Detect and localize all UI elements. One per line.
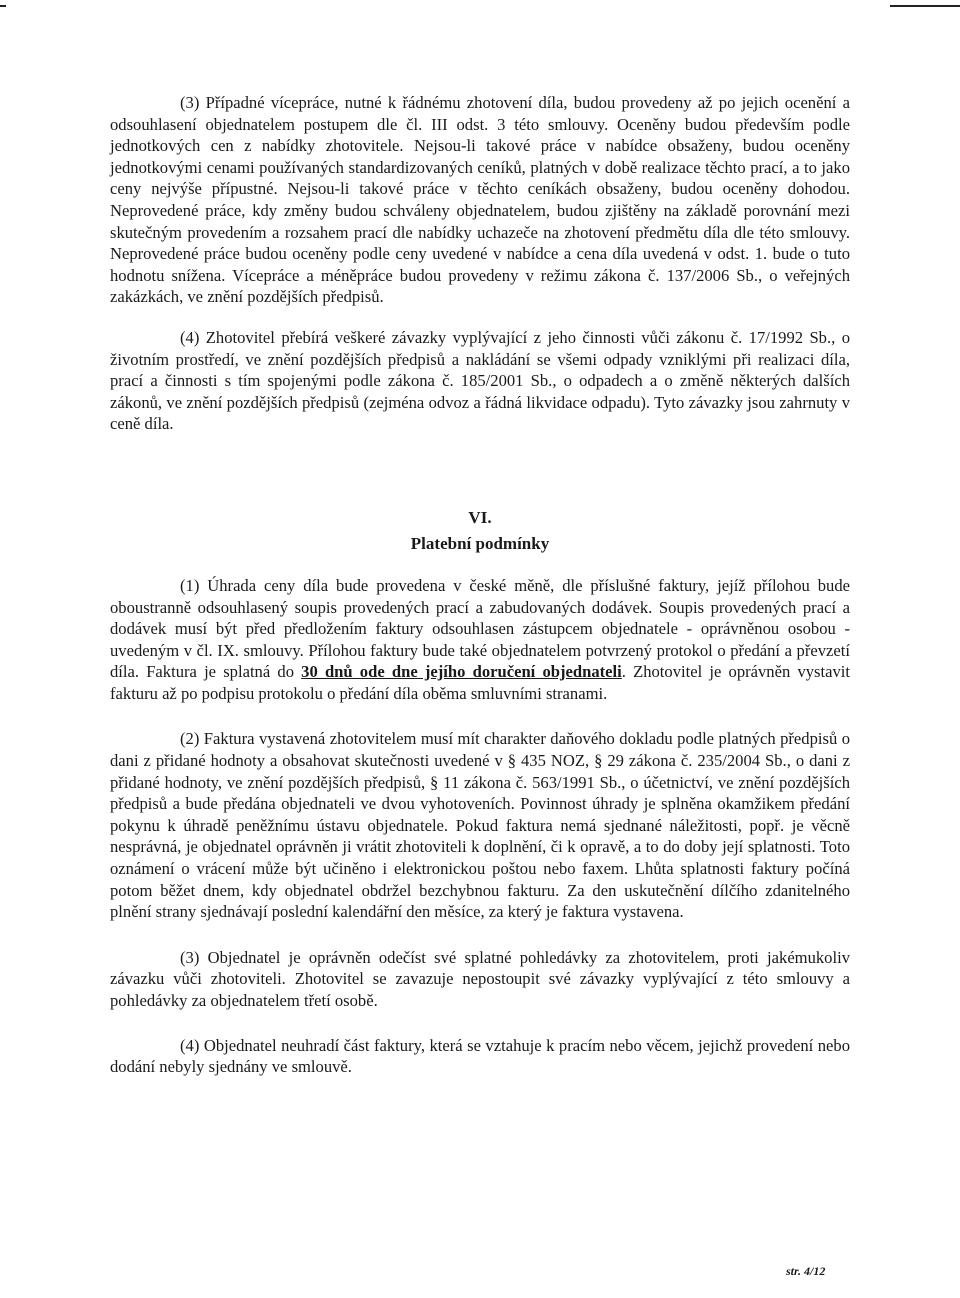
paragraph-vi-2-invoice: (2) Faktura vystavená zhotovitelem musí mít charakter daňového dokladu podle platných předpisů o dani z přidané hodnoty a obsahovat skutečnosti uvedené v § 435 NOZ, § 29 zákona č. 235/2004 Sb., o dani z přidané hodnoty, ve znění pozdějších předpisů, § 11 zákona č. 563/1991 Sb., o účetnictví, ve znění pozdějších předpisů a bude předána objednateli ve dvou vyhotoveních. Povinnost úhrady je splněna okamžikem předání pokynu k úhradě peněžnímu ústavu objednatele. Pokud faktura nemá sjednané náležitosti, popř. je věcně nesprávná, je objednatel oprávněn ji vrátit zhotoviteli k doplnění, či k opravě, a to do doby její splatnosti. Toto oznámení o vrácení může být učiněno i elektronickou poštou nebo faxem. Lhůta splatnosti faktury počíná potom běžet dnem, kdy objednatel obdržel bezchybnou fakturu. Za den uskutečnění dílčího zdanitelného plnění strany sjednávají poslední kalendářní den měsíce, za který je faktura vystavena.	[110, 729, 850, 922]
section-heading	[110, 508, 850, 555]
page-number: str. 4/12	[786, 1264, 826, 1278]
paragraph-vi-4-unpaid-part: (4) Objednatel neuhradí část faktury, která se vztahuje k pracím nebo věcem, jejichž provedení nebo dodání nebyly sjednány ve smlouvě.	[110, 1035, 850, 1077]
document-page	[110, 92, 850, 1078]
scan-edge-mark-left	[0, 5, 6, 7]
section-title: Platební podmínky	[410, 533, 550, 553]
paragraph-3-extra-work: (3) Případné vícepráce, nutné k řádnému zhotovení díla, budou provedeny až po jejich ocenění a odsouhlasení objednatelem postupem dle čl. III odst. 3 této smlouvy. Oceněny budou především podle jednotkových cen z nabídky zhotovitele. Nejsou-li takové práce v nabídce obsaženy, budou oceněny jednotkovými cenami používaných standardizovaných ceníků, platných v době realizace těchto prací, a to jako ceny nejvýše přípustné. Nejsou-li takové práce v těchto ceníkách obsaženy, budou oceněny dohodou. Neprovedené práce, kdy změny budou schváleny objednatelem, budou zjištěny na základě porovnání mezi skutečným provedením a rozsahem prací dle nabídky uchazeče na zhotovení předmětu díla dle této smlouvy. Neprovedené práce budou oceněny podle ceny uvedené v nabídce a cena díla uvedená v odst. 1. bude o tuto hodnotu snížena. Vícepráce a méněpráce budou provedeny v režimu zákona č. 137/2006 Sb., o veřejných zakázkách, ve znění pozdějších předpisů.	[110, 93, 850, 307]
paragraph-vi-1-payment	[110, 575, 850, 705]
paragraph-4-environmental-obligations: (4) Zhotovitel přebírá veškeré závazky vyplývající z jeho činnosti vůči zákonu č. 17/1992 Sb., o životním prostředí, ve znění pozdějších předpisů a nakládání se všemi odpady vzniklými při realizaci díla, prací a činnosti s tím spojenými podle zákona č. 185/2001 Sb., o odpadech a o změně některých dalších zákonů, ve znění pozdějších předpisů (zejména odvoz a řádná likvidace odpadu). Tyto závazky jsou zahrnuty v ceně díla.	[110, 327, 850, 434]
section-number: VI.	[468, 507, 492, 527]
paragraph-vi-3-offset: (3) Objednatel je oprávněn odečíst své splatné pohledávky za zhotovitelem, proti jakémukoliv závazku vůči zhotoviteli. Zhotovitel se zavazuje nepostoupit své závazky vyplývající z této smlouvy a pohledávky za objednatelem třetí osobě.	[110, 947, 850, 1010]
paragraph-vi-1-text-start: (1) Úhrada ceny díla bude provedena v české měně, dle příslušné faktury, jejíž přílohou bude oboustranně odsouhlasený soupis provedených prací a zabudovaných dodávek. Soupis provedených prací a dodávek musí být před předložením faktury odsouhlasen zástupcem objednatele - oprávněnou osobou - uvedeným v čl. IX. smlouvy. Přílohou faktury bude také objednatelem potvrzený protokol o předání a převzetí díla. Faktura je splatná do	[110, 575, 850, 682]
scan-edge-mark-right	[890, 5, 960, 7]
due-date-emphasis: 30 dnů ode dne jejího doručení objednateli	[301, 662, 622, 682]
paragraph-vi-1-text-end: . Zhotovitel je oprávněn vystavit fakturu až po podpisu protokolu o předání díla oběma smluvními stranami.	[110, 662, 850, 703]
